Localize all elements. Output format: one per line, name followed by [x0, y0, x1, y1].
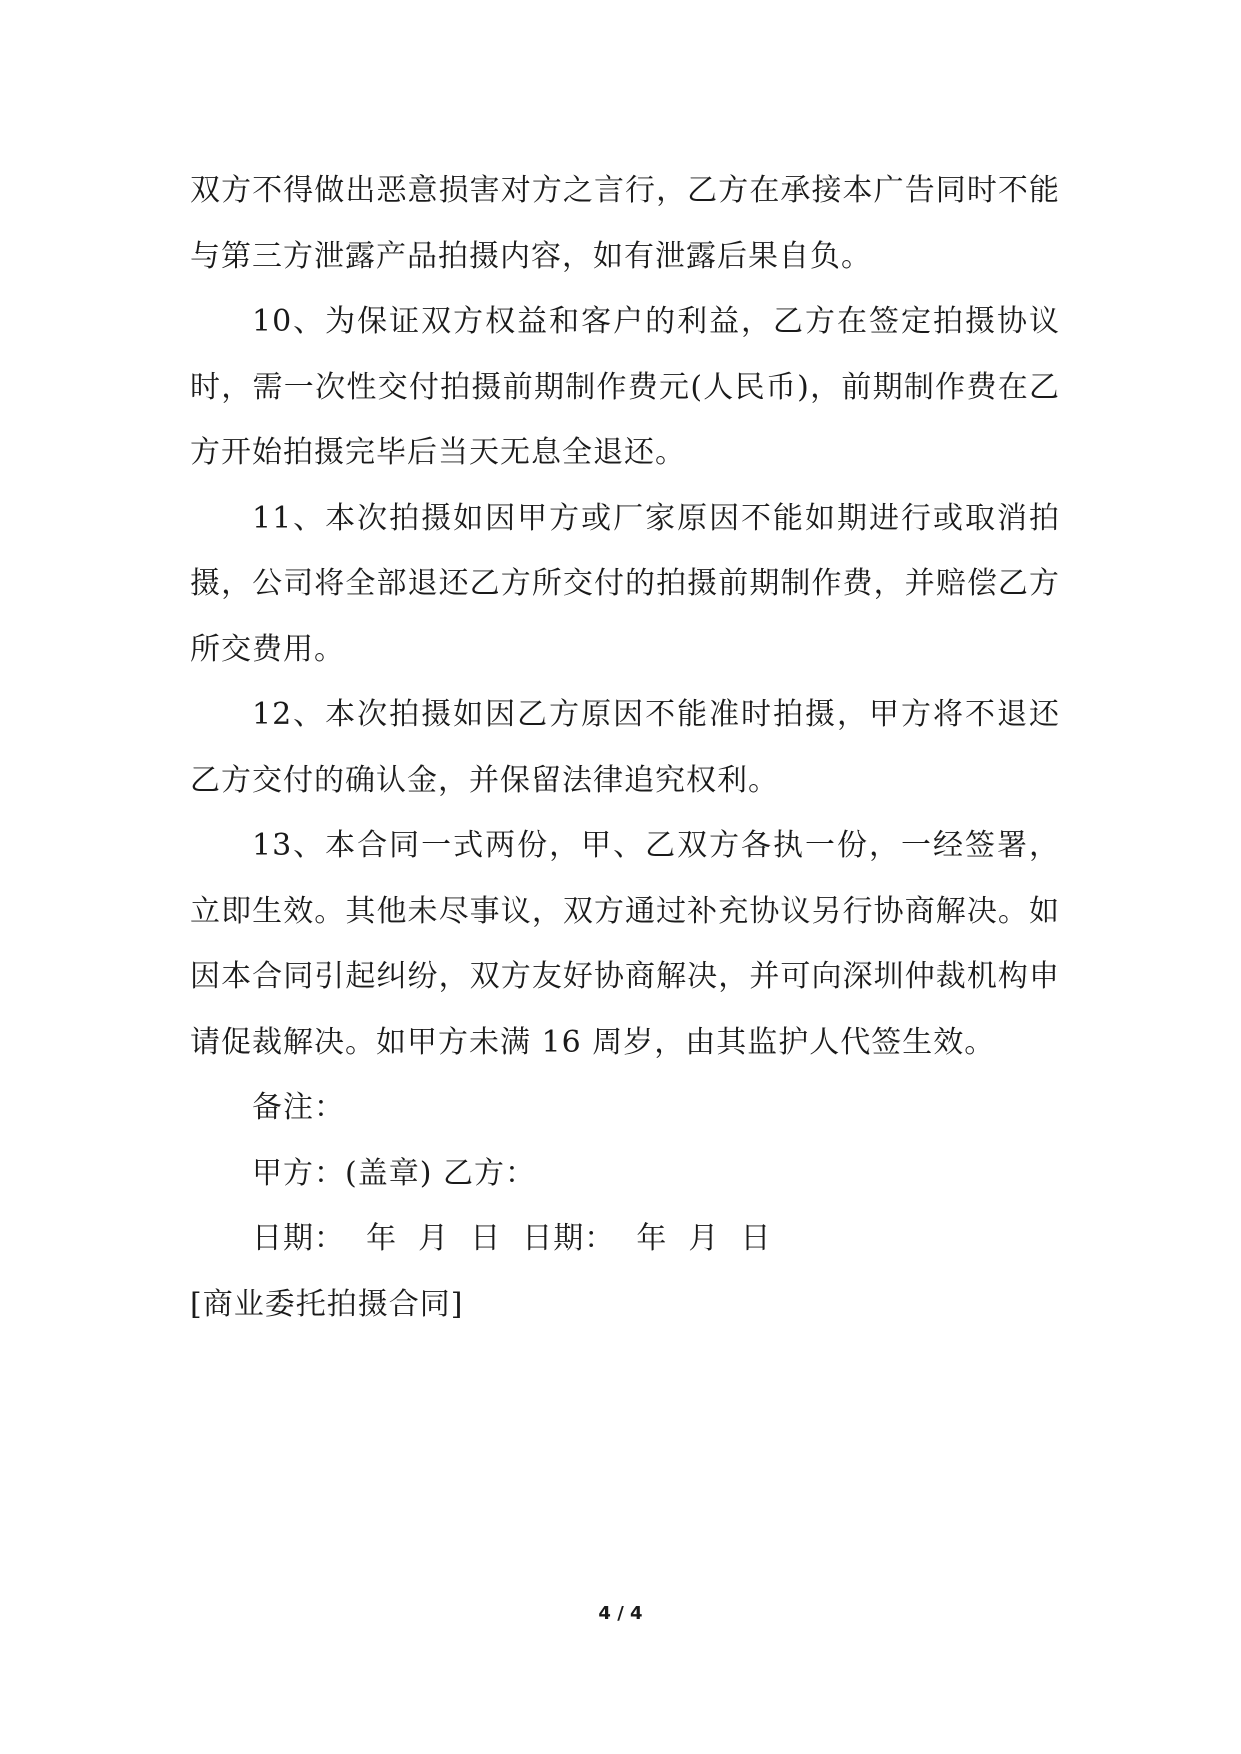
- clause-10: 10、为保证双方权益和客户的利益，乙方在签定拍摄协议时，需一次性交付拍摄前期制作费元(人民币)，前期制作费在乙方开始拍摄完毕后当天无息全退还。: [190, 304, 1060, 470]
- date-line: 日期： 年 月 日 日期： 年 月 日: [252, 1221, 772, 1256]
- clause-12: 12、本次拍摄如因乙方原因不能准时拍摄，甲方将不退还乙方交付的确认金，并保留法律追究权利。: [190, 697, 1060, 798]
- signature-line: 甲方：(盖章) 乙方：: [252, 1155, 536, 1191]
- clause-11: 11、本次拍摄如因甲方或厂家原因不能如期进行或取消拍摄，公司将全部退还乙方所交付的拍摄前期制作费，并赔偿乙方所交费用。: [190, 500, 1060, 667]
- document-body: [190, 158, 1060, 1337]
- paragraph-continuation: 双方不得做出恶意损害对方之言行，乙方在承接本广告同时不能与第三方泄露产品拍摄内容，如有泄露后果自负。: [190, 173, 1060, 274]
- document-title-tag: [商业委托拍摄合同]: [190, 1286, 464, 1322]
- page-number: 4 / 4: [598, 1603, 643, 1624]
- clause-13: 13、本合同一式两份，甲、乙双方各执一份，一经签署，立即生效。其他未尽事议，双方通过补充协议另行协商解决。如因本合同引起纠纷，双方友好协商解决，并可向深圳仲裁机构申请促裁解决。如甲方未满 16 周岁，由其监护人代签生效。: [190, 828, 1060, 1060]
- remarks-label: 备注：: [252, 1090, 345, 1125]
